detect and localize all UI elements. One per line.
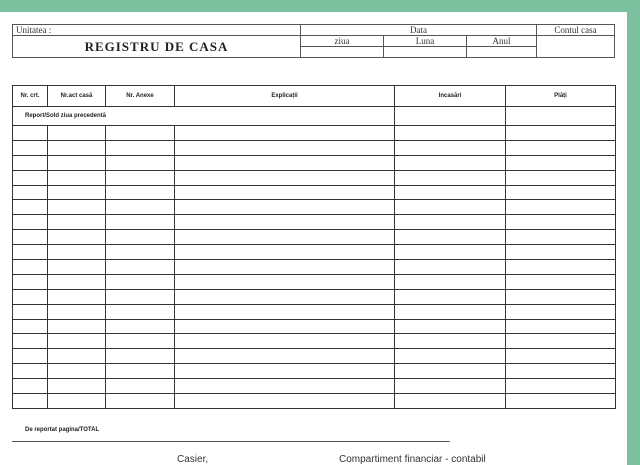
cell-explicatii[interactable] (175, 334, 395, 349)
cell-plati[interactable] (506, 334, 616, 349)
table-row (13, 274, 616, 289)
table-row (13, 170, 616, 185)
cell-nr-act[interactable] (48, 274, 106, 289)
table-row (13, 185, 616, 200)
day-label: ziua (301, 36, 384, 47)
cell-plati[interactable] (506, 260, 616, 275)
cell-nr-anexe[interactable] (106, 245, 175, 260)
month-value-cell[interactable] (384, 47, 467, 58)
cell-nr-anexe[interactable] (106, 274, 175, 289)
cell-nr-act[interactable] (48, 319, 106, 334)
report-row (13, 107, 616, 126)
cell-nr-act[interactable] (48, 170, 106, 185)
cell-nr-act[interactable] (48, 185, 106, 200)
report-plati-cell[interactable] (506, 107, 616, 126)
cell-incasari[interactable] (395, 140, 506, 155)
cell-nr-crt[interactable] (13, 260, 48, 275)
header-table (12, 24, 615, 58)
cell-explicatii[interactable] (175, 274, 395, 289)
col-explicatii: Explicații (175, 86, 395, 107)
cell-nr-anexe[interactable] (106, 349, 175, 364)
cell-explicatii[interactable] (175, 319, 395, 334)
cell-nr-anexe[interactable] (106, 289, 175, 304)
table-row (13, 319, 616, 334)
cell-incasari[interactable] (395, 215, 506, 230)
account-label: Contul casa (537, 25, 615, 36)
cell-nr-anexe[interactable] (106, 170, 175, 185)
cell-plati[interactable] (506, 215, 616, 230)
register-title: REGISTRU DE CASA (13, 36, 301, 58)
table-row (13, 364, 616, 379)
cell-nr-crt[interactable] (13, 170, 48, 185)
cell-nr-crt[interactable] (13, 334, 48, 349)
cell-nr-crt[interactable] (13, 319, 48, 334)
cell-nr-anexe[interactable] (106, 185, 175, 200)
col-nr-crt: Nr. crt. (13, 86, 48, 107)
cell-plati[interactable] (506, 185, 616, 200)
cell-explicatii[interactable] (175, 289, 395, 304)
cell-nr-act[interactable] (48, 140, 106, 155)
cell-explicatii[interactable] (175, 170, 395, 185)
cell-nr-act[interactable] (48, 289, 106, 304)
cell-nr-act[interactable] (48, 215, 106, 230)
report-row-label: Report/Sold ziua precedentă (13, 107, 395, 126)
year-label: Anul (467, 36, 537, 47)
account-value-cell[interactable] (537, 36, 615, 58)
cell-nr-crt[interactable] (13, 245, 48, 260)
cell-explicatii[interactable] (175, 126, 395, 141)
table-row (13, 379, 616, 394)
cell-nr-crt[interactable] (13, 140, 48, 155)
col-plati: Plăți (506, 86, 616, 107)
unit-label: Unitatea : (13, 25, 301, 36)
day-value-cell[interactable] (301, 47, 384, 58)
table-row (13, 126, 616, 141)
table-row (13, 334, 616, 349)
table-row (13, 245, 616, 260)
cell-nr-crt[interactable] (13, 274, 48, 289)
register-table (12, 85, 616, 409)
cell-explicatii[interactable] (175, 200, 395, 215)
table-row (13, 215, 616, 230)
cell-plati[interactable] (506, 349, 616, 364)
table-row (13, 260, 616, 275)
cell-explicatii[interactable] (175, 379, 395, 394)
cell-nr-crt[interactable] (13, 304, 48, 319)
cell-nr-anexe[interactable] (106, 379, 175, 394)
cell-incasari[interactable] (395, 349, 506, 364)
cashier-label: Casier, (177, 454, 209, 465)
date-label: Data (301, 25, 537, 36)
cell-plati[interactable] (506, 230, 616, 245)
cell-nr-anexe[interactable] (106, 155, 175, 170)
cell-nr-act[interactable] (48, 379, 106, 394)
cell-plati[interactable] (506, 289, 616, 304)
cell-plati[interactable] (506, 319, 616, 334)
cell-explicatii[interactable] (175, 140, 395, 155)
cell-incasari[interactable] (395, 364, 506, 379)
table-row (13, 394, 616, 409)
cell-nr-anexe[interactable] (106, 334, 175, 349)
cell-nr-crt[interactable] (13, 364, 48, 379)
cell-incasari[interactable] (395, 274, 506, 289)
cell-incasari[interactable] (395, 230, 506, 245)
cell-nr-act[interactable] (48, 230, 106, 245)
column-header-row (13, 86, 616, 107)
cell-plati[interactable] (506, 170, 616, 185)
cell-nr-act[interactable] (48, 349, 106, 364)
cell-nr-crt[interactable] (13, 155, 48, 170)
cell-nr-crt[interactable] (13, 379, 48, 394)
cell-explicatii[interactable] (175, 304, 395, 319)
cell-nr-act[interactable] (48, 334, 106, 349)
cell-nr-crt[interactable] (13, 200, 48, 215)
col-nr-act: Nr.act casă (48, 86, 106, 107)
financial-dept-label: Compartiment financiar - contabil (339, 454, 486, 465)
cell-nr-anexe[interactable] (106, 230, 175, 245)
table-row (13, 289, 616, 304)
cell-explicatii[interactable] (175, 185, 395, 200)
register-sheet (0, 12, 627, 465)
report-incasari-cell[interactable] (395, 107, 506, 126)
cell-nr-crt[interactable] (13, 349, 48, 364)
cell-incasari[interactable] (395, 394, 506, 409)
cell-incasari[interactable] (395, 200, 506, 215)
cell-plati[interactable] (506, 364, 616, 379)
cell-nr-act[interactable] (48, 304, 106, 319)
year-value-cell[interactable] (467, 47, 537, 58)
cell-nr-crt[interactable] (13, 185, 48, 200)
cell-incasari[interactable] (395, 379, 506, 394)
cell-nr-crt[interactable] (13, 126, 48, 141)
cell-incasari[interactable] (395, 170, 506, 185)
cell-incasari[interactable] (395, 245, 506, 260)
cell-nr-act[interactable] (48, 200, 106, 215)
cell-nr-act[interactable] (48, 126, 106, 141)
cell-plati[interactable] (506, 155, 616, 170)
cell-nr-anexe[interactable] (106, 200, 175, 215)
cell-explicatii[interactable] (175, 394, 395, 409)
cell-explicatii[interactable] (175, 260, 395, 275)
cell-nr-anexe[interactable] (106, 394, 175, 409)
cell-nr-anexe[interactable] (106, 215, 175, 230)
cell-nr-anexe[interactable] (106, 319, 175, 334)
cell-plati[interactable] (506, 140, 616, 155)
col-nr-anexe: Nr. Anexe (106, 86, 175, 107)
total-line (12, 441, 450, 442)
cell-plati[interactable] (506, 200, 616, 215)
cell-plati[interactable] (506, 274, 616, 289)
table-row (13, 140, 616, 155)
table-row (13, 349, 616, 364)
cell-nr-anexe[interactable] (106, 140, 175, 155)
month-label: Luna (384, 36, 467, 47)
cell-explicatii[interactable] (175, 245, 395, 260)
cell-explicatii[interactable] (175, 349, 395, 364)
cell-explicatii[interactable] (175, 230, 395, 245)
cell-nr-crt[interactable] (13, 215, 48, 230)
cell-incasari[interactable] (395, 334, 506, 349)
cell-nr-act[interactable] (48, 364, 106, 379)
cell-nr-crt[interactable] (13, 289, 48, 304)
cell-plati[interactable] (506, 379, 616, 394)
cell-incasari[interactable] (395, 260, 506, 275)
cell-incasari[interactable] (395, 155, 506, 170)
cell-nr-act[interactable] (48, 394, 106, 409)
cell-plati[interactable] (506, 126, 616, 141)
cell-nr-anexe[interactable] (106, 304, 175, 319)
cell-nr-act[interactable] (48, 245, 106, 260)
cell-plati[interactable] (506, 245, 616, 260)
cell-nr-act[interactable] (48, 155, 106, 170)
cell-incasari[interactable] (395, 319, 506, 334)
cell-incasari[interactable] (395, 304, 506, 319)
table-row (13, 200, 616, 215)
cell-plati[interactable] (506, 304, 616, 319)
cell-incasari[interactable] (395, 185, 506, 200)
cell-nr-anexe[interactable] (106, 364, 175, 379)
cell-nr-anexe[interactable] (106, 260, 175, 275)
cell-incasari[interactable] (395, 126, 506, 141)
cell-incasari[interactable] (395, 289, 506, 304)
cell-explicatii[interactable] (175, 364, 395, 379)
cell-explicatii[interactable] (175, 215, 395, 230)
cell-plati[interactable] (506, 394, 616, 409)
table-row (13, 230, 616, 245)
table-row (13, 304, 616, 319)
col-incasari: Incasări (395, 86, 506, 107)
cell-nr-crt[interactable] (13, 230, 48, 245)
table-row (13, 155, 616, 170)
cell-explicatii[interactable] (175, 155, 395, 170)
total-label: De reportat pagina/TOTAL (25, 427, 100, 433)
cell-nr-act[interactable] (48, 260, 106, 275)
cell-nr-anexe[interactable] (106, 126, 175, 141)
cell-nr-crt[interactable] (13, 394, 48, 409)
